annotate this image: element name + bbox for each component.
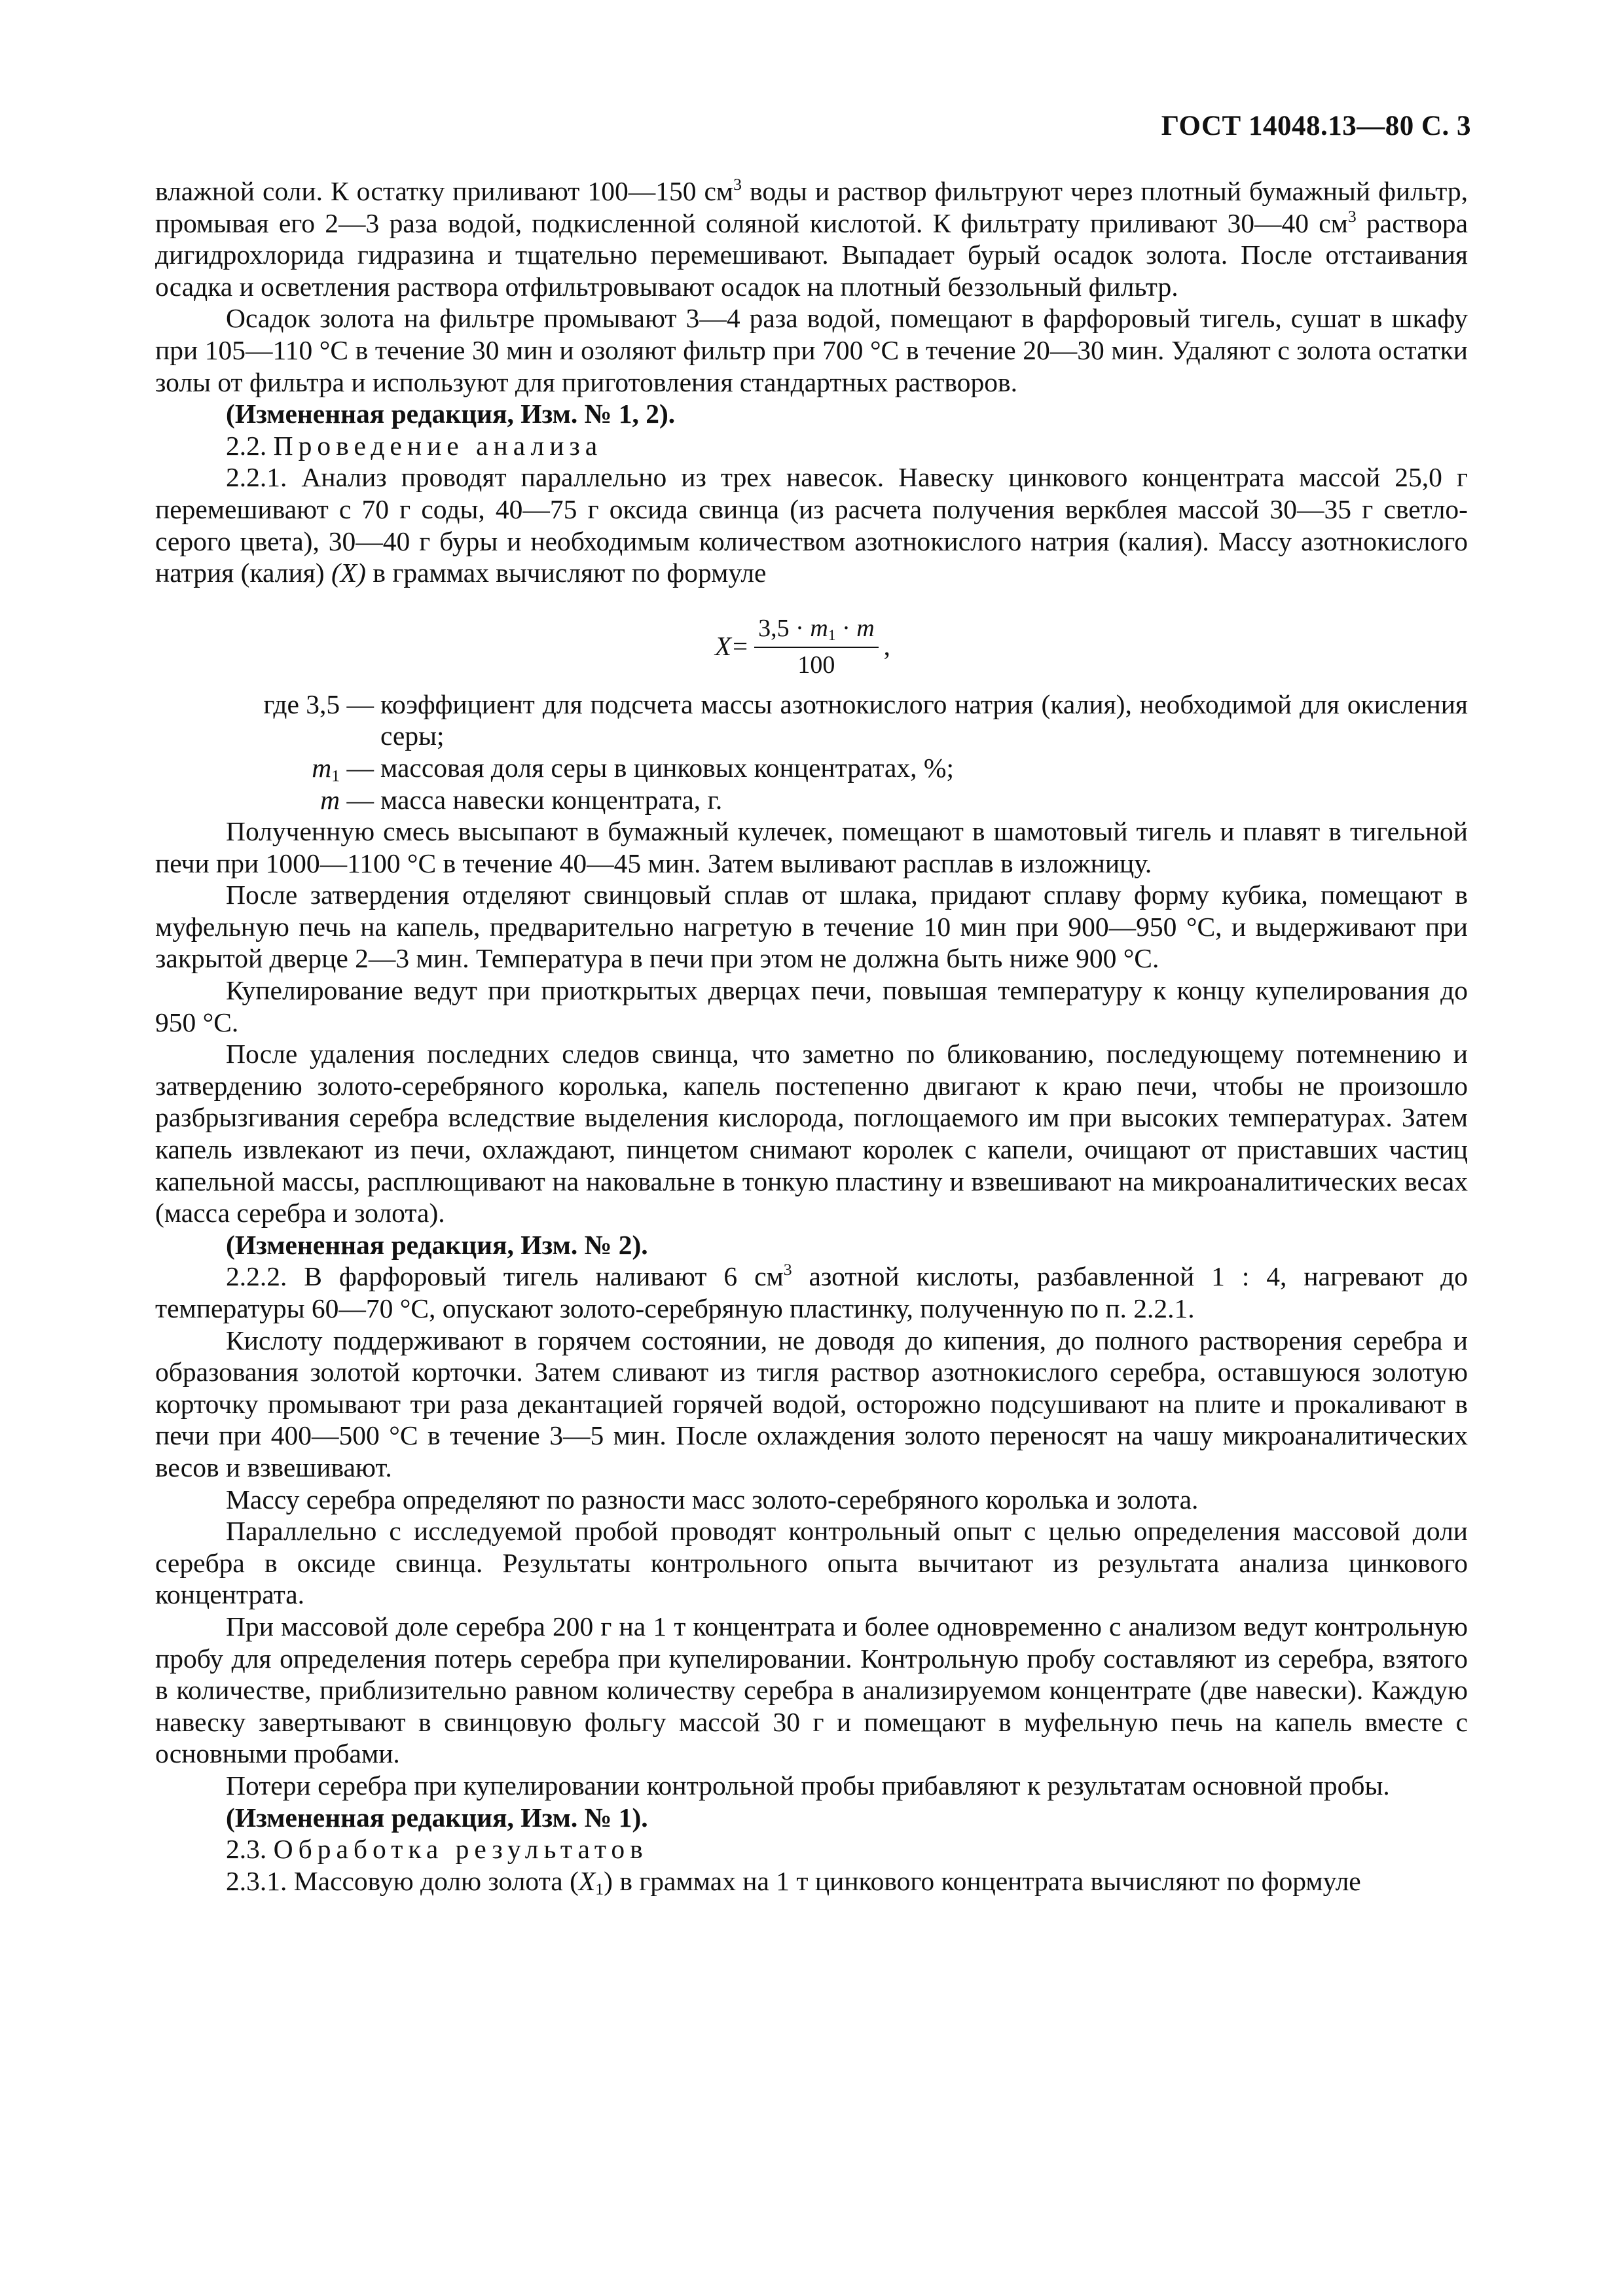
paragraph: Осадок золота на фильтре промывают 3—4 раза водой, помещают в фарфоровый тигель, сушат в шкафу при 105—110 °С в течение 30 мин и озоляют фильтр при 700 °С в течение 20—30 мин. Удаляют с золота остатки золы от фильтра и используют для приготовления стандартных растворов. [155, 303, 1468, 397]
subscript: 1 [595, 1879, 604, 1899]
subscript: 1 [828, 626, 836, 644]
section-heading [155, 1833, 1468, 1865]
edition-note: (Измененная редакция, Изм. № 1, 2). [226, 399, 676, 429]
legend-variable: m [312, 752, 332, 783]
paragraph [155, 1865, 1468, 1897]
formula-legend [155, 689, 1468, 816]
document-body [155, 175, 1468, 1897]
paragraph: Купелирование ведут при приоткрытых дверцах печи, повышая температуру к концу купелирования до 950 °С. [155, 975, 1468, 1037]
formula-comma: , [883, 631, 890, 662]
paragraph: Полученную смесь высыпают в бумажный кулечек, помещают в шамотовый тигель и плавят в тигельной печи при 1000—1100 °С в течение 40—45 мин. Затем выливают расплав в изложницу. [155, 816, 1468, 878]
paragraph-text: ) в граммах на 1 т цинкового концентрата вычисляют по формуле [604, 1865, 1361, 1896]
section-heading [155, 430, 1468, 462]
paragraph: После удаления последних следов свинца, что заметно по бликованию, последующему потемнению и затвердению золото-серебряного королька, капель постепенно двигают к краю печи, чтобы не произошло разбрызгивания серебра вследствие выделения кислорода, поглощаемого им при высоких температурах. Затем капель извлекают из печи, охлаждают, пинцетом снимают королек с капели, очищают от приставших частиц капельной массы, расплющивают на наковальне в тонкую пластину и взвешивают на микроаналитических весах (масса серебра и золота). [155, 1039, 1468, 1229]
paragraph-text: влажной соли. К остатку приливают 100—150 см [155, 176, 734, 206]
paragraph: После затвердения отделяют свинцовый сплав от шлака, придают сплаву форму кубика, помещают в муфельную печь на капель, предварительно нагретую в течение 10 мин при 900—950 °С, и выдерживают при закрытой дверце 2—3 мин. Температура в печи при этом не должна быть ниже 900 °С. [155, 880, 1468, 974]
legend-variable: m [320, 784, 340, 815]
paragraph-text: в граммах вычисляют по формуле [365, 558, 767, 588]
variable: X [578, 1865, 596, 1896]
superscript: 3 [783, 1260, 792, 1280]
paragraph: При массовой доле серебра 200 г на 1 т концентрата и более одновременно с анализом ведут контрольную пробу для определения потерь серебра при купелировании. Контрольную пробу составляют из серебра, взятого в количестве, приблизительно равном количеству серебра в анализируемом концентрате (две навески). Каждую навеску завертывают в свинцовую фольгу массой 30 г и помещают в муфельную печь на капель вместе с основными пробами. [155, 1611, 1468, 1769]
paragraph [155, 1261, 1468, 1324]
paragraph [155, 461, 1468, 588]
paragraph-text: азотной кислоты, разбавленной 1 : 4, нагревают до температуры 60—70 °С, опускают золото-серебряную пластинку, полученную по п. 2.2.1. [155, 1261, 1468, 1323]
legend-term: где 3,5 — [263, 689, 374, 719]
formula [155, 589, 1468, 689]
variable: (X) [331, 558, 366, 588]
superscript: 3 [1347, 206, 1357, 226]
paragraph: Потери серебра при купелировании контрольной пробы прибавляют к результатам основной пробы. [226, 1770, 1390, 1801]
numerator-part: · [835, 614, 857, 642]
paragraph [155, 175, 1468, 302]
paragraph-text: 2.3.1. Массовую долю золота ( [226, 1865, 579, 1896]
paragraph-text: 2.2.1. Анализ проводят параллельно из трех навесок. Навеску цинкового концентрата массой 25,0 г перемешивают с 70 г соды, 40—75 г оксида свинца (из расчета получения веркблея массой 30—35 г светло-серого цвета), 30—40 г буры и необходимым количеством азотнокислого натрия (калия). Массу азотнокислого натрия (калия) [155, 462, 1468, 588]
section-number: 2.3. [226, 1834, 267, 1865]
formula-variable: X [715, 631, 732, 662]
edition-note: (Измененная редакция, Изм. № 2). [226, 1229, 648, 1260]
paragraph: Кислоту поддерживают в горячем состоянии, не доводя до кипения, до полного растворения серебра и образования золотой корточки. Затем сливают из тигля раствор азотнокислого серебра, оставшуюся золотую корточку промывают три раза декантацией горячей водой, осторожно подсушивают на плите и прокаливают в печи при 400—500 °С в течение 3—5 мин. После охлаждения золото переносят на чашу микроаналитических весов и взвешивают. [155, 1325, 1468, 1482]
subscript: 1 [331, 766, 340, 785]
page-header: ГОСТ 14048.13—80 С. 3 [1161, 111, 1471, 141]
numerator-part: 3,5 · [758, 614, 811, 642]
paragraph: Параллельно с исследуемой пробой проводят контрольный опыт с целью определения массовой доли серебра в оксиде свинца. Результаты контрольного опыта вычитают из результата анализа цинкового концентрата. [155, 1516, 1468, 1610]
paragraph-text: 2.2.2. В фарфоровый тигель наливают 6 см [226, 1261, 784, 1292]
legend-item [155, 784, 1468, 816]
legend-dash: — [340, 784, 374, 815]
paragraph-text: раствора дигидрохлорида гидразина и тщательно перемешивают. Выпадает бурый осадок золота. После отстаивания осадка и осветления раствора отфильтровывают осадок на плотный беззольный фильтр. [155, 207, 1468, 302]
legend-dash: — [340, 752, 374, 783]
section-number: 2.2. [226, 430, 267, 461]
formula-equals: = [733, 631, 748, 662]
paragraph-text: воды и раствор фильтруют через плотный бумажный фильтр, промывая его 2—3 раза водой, подкисленной соляной кислотой. К фильтрату приливают 30—40 см [155, 176, 1468, 238]
formula-expression [715, 614, 890, 679]
legend-term [155, 752, 380, 784]
legend-description: масса навески концентрата, г. [380, 784, 723, 815]
superscript: 3 [733, 175, 742, 194]
edition-note: (Измененная редакция, Изм. № 1). [226, 1802, 648, 1833]
formula-variable: m [856, 614, 875, 642]
section-title: Проведение анализа [273, 430, 603, 461]
formula-denominator: 100 [797, 651, 835, 679]
legend-item [155, 752, 1468, 784]
paragraph: Массу серебра определяют по разности масс золото-серебряного королька и золота. [226, 1484, 1199, 1515]
legend-description: массовая доля серы в цинковых концентратах, %; [380, 752, 955, 783]
legend-term [155, 784, 380, 816]
formula-numerator [754, 614, 879, 648]
legend-item [155, 689, 1468, 752]
legend-description: коэффициент для подсчета массы азотнокислого натрия (калия), необходимой для окисления серы; [380, 689, 1468, 751]
formula-fraction [754, 614, 879, 679]
formula-variable: m [810, 614, 828, 642]
section-title: Обработка результатов [273, 1834, 648, 1865]
